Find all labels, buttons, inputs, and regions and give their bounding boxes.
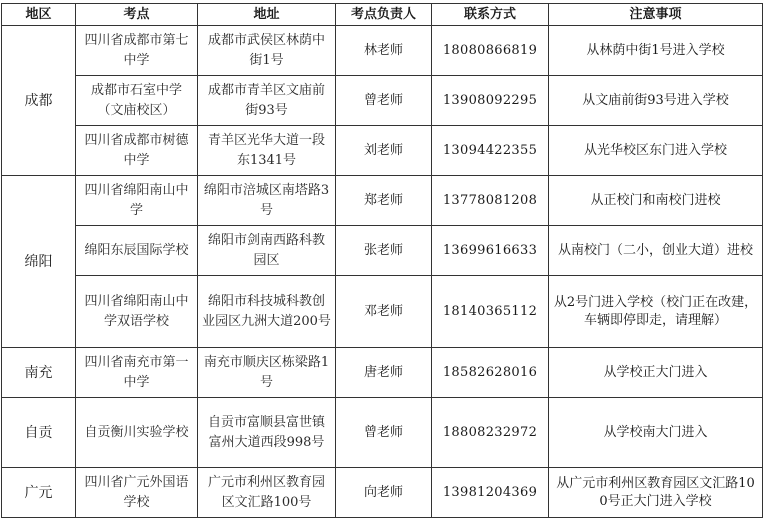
phone-cell: 18582628016: [432, 348, 549, 398]
phone-cell: 18140365112: [432, 276, 549, 348]
contact-cell: 林老师: [336, 26, 432, 76]
region-cell: 自贡: [2, 398, 76, 468]
contact-cell: 唐老师: [336, 348, 432, 398]
phone-cell: 18080866819: [432, 26, 549, 76]
exam-site-cell: 绵阳东辰国际学校: [76, 226, 198, 276]
address-cell: 成都市武侯区林荫中街1号: [198, 26, 336, 76]
table-header-row: [2, 4, 763, 26]
region-cell: 成都: [2, 26, 76, 176]
contact-cell: 刘老师: [336, 126, 432, 176]
address-cell: 南充市顺庆区栋梁路1号: [198, 348, 336, 398]
exam-sites-table: [1, 3, 763, 518]
exam-site-cell: 四川省绵阳南山中学: [76, 176, 198, 226]
address-cell: 青羊区光华大道一段东1341号: [198, 126, 336, 176]
phone-cell: 13778081208: [432, 176, 549, 226]
address-cell: 绵阳市剑南西路科教园区: [198, 226, 336, 276]
note-cell: 从2号门进入学校（校门正在改建，车辆即停即走，请理解）: [549, 276, 763, 348]
contact-cell: 曾老师: [336, 398, 432, 468]
header-region: 地区: [2, 4, 76, 26]
exam-site-cell: 四川省成都市第七中学: [76, 26, 198, 76]
table-row: [2, 176, 763, 226]
address-cell: 绵阳市涪城区南塔路3号: [198, 176, 336, 226]
region-cell: 绵阳: [2, 176, 76, 348]
region-cell: 广元: [2, 468, 76, 518]
table-row: [2, 126, 763, 176]
note-cell: 从学校正大门进入: [549, 348, 763, 398]
phone-cell: 13094422355: [432, 126, 549, 176]
table-row: [2, 276, 763, 348]
exam-site-cell: 四川省广元外国语学校: [76, 468, 198, 518]
contact-cell: 张老师: [336, 226, 432, 276]
phone-cell: 13981204369: [432, 468, 549, 518]
exam-site-cell: 四川省绵阳南山中学双语学校: [76, 276, 198, 348]
note-cell: 从文庙前街93号进入学校: [549, 76, 763, 126]
exam-site-cell: 四川省南充市第一中学: [76, 348, 198, 398]
table-row: [2, 26, 763, 76]
table-row: [2, 468, 763, 518]
address-cell: 成都市青羊区文庙前街93号: [198, 76, 336, 126]
contact-cell: 郑老师: [336, 176, 432, 226]
address-cell: 自贡市富顺县富世镇富州大道西段998号: [198, 398, 336, 468]
header-contact-person: 考点负责人: [336, 4, 432, 26]
table-row: [2, 226, 763, 276]
phone-cell: 13908092295: [432, 76, 549, 126]
header-phone: 联系方式: [432, 4, 549, 26]
note-cell: 从南校门（二小，创业大道）进校: [549, 226, 763, 276]
table-row: [2, 348, 763, 398]
note-cell: 从学校南大门进入: [549, 398, 763, 468]
region-cell: 南充: [2, 348, 76, 398]
header-address: 地址: [198, 4, 336, 26]
exam-site-cell: 四川省成都市树德中学: [76, 126, 198, 176]
exam-site-cell: 自贡衡川实验学校: [76, 398, 198, 468]
note-cell: 从正校门和南校门进校: [549, 176, 763, 226]
phone-cell: 18808232972: [432, 398, 549, 468]
note-cell: 从光华校区东门进入学校: [549, 126, 763, 176]
header-exam-site: 考点: [76, 4, 198, 26]
note-cell: 从林荫中街1号进入学校: [549, 26, 763, 76]
table-row: [2, 398, 763, 468]
address-cell: 绵阳市科技城科教创业园区九洲大道200号: [198, 276, 336, 348]
table-row: [2, 76, 763, 126]
phone-cell: 13699616633: [432, 226, 549, 276]
header-notes: 注意事项: [549, 4, 763, 26]
contact-cell: 曾老师: [336, 76, 432, 126]
contact-cell: 邓老师: [336, 276, 432, 348]
exam-site-cell: 成都市石室中学（文庙校区）: [76, 76, 198, 126]
note-cell: 从广元市利州区教育园区文汇路100号正大门进入学校: [549, 468, 763, 518]
address-cell: 广元市利州区教育园区文汇路100号: [198, 468, 336, 518]
contact-cell: 向老师: [336, 468, 432, 518]
